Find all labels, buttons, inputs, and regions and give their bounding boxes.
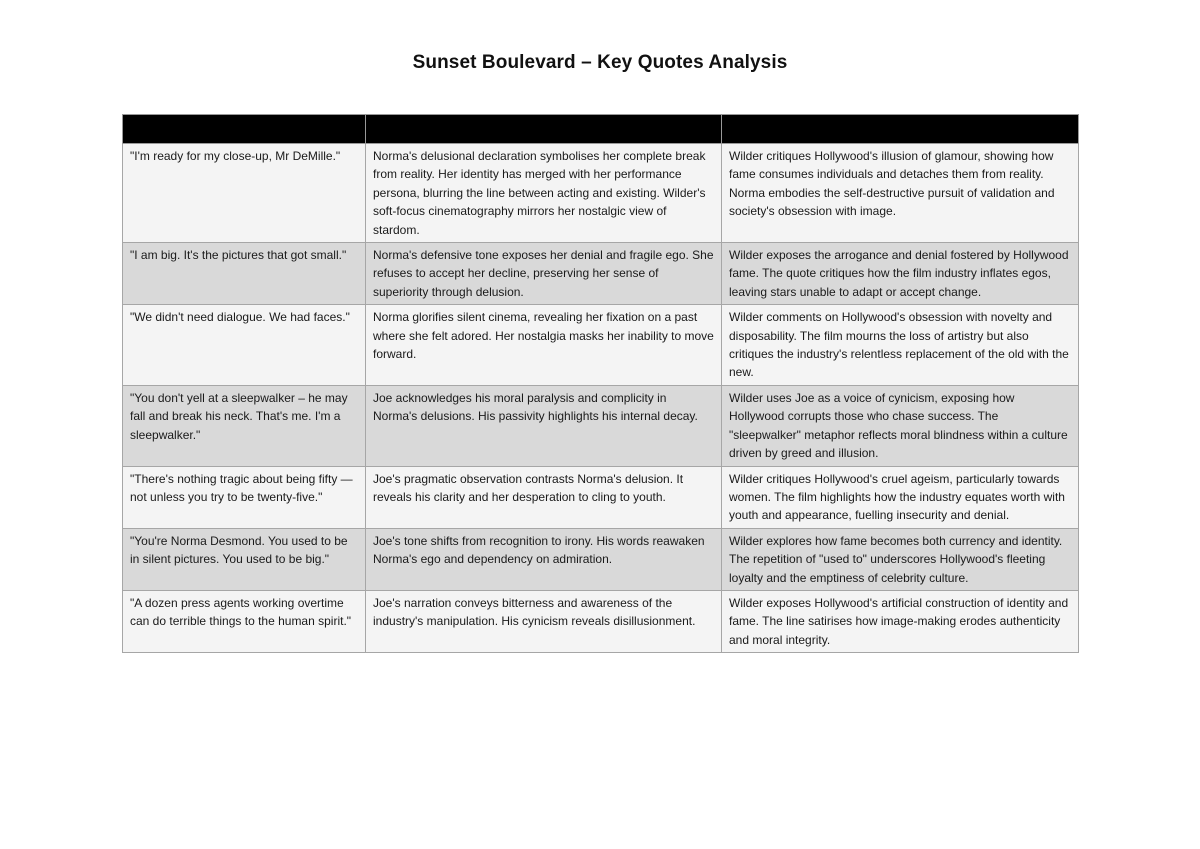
quote-cell: "You're Norma Desmond. You used to be in silent pictures. You used to be big.": [123, 528, 366, 590]
analysis-cell: Joe's narration conveys bitterness and awareness of the industry's manipulation. His cynicism reveals disillusionment.: [366, 590, 722, 652]
analysis-cell: Joe's pragmatic observation contrasts Norma's delusion. It reveals his clarity and her desperation to cling to youth.: [366, 466, 722, 528]
table-row: [123, 385, 1079, 466]
quote-cell: "I am big. It's the pictures that got small.": [123, 243, 366, 305]
quote-cell: "There's nothing tragic about being fifty — not unless you try to be twenty-five.": [123, 466, 366, 528]
page-title: Sunset Boulevard – Key Quotes Analysis: [412, 52, 788, 73]
analysis-cell: Norma glorifies silent cinema, revealing her fixation on a past where she felt adored. Her nostalgia masks her inability to move forward.: [366, 305, 722, 386]
context-cell: Wilder critiques Hollywood's cruel ageism, particularly towards women. The film highlights how the industry equates worth with youth and appearance, fuelling insecurity and denial.: [722, 466, 1079, 528]
analysis-cell: Joe's tone shifts from recognition to irony. His words reawaken Norma's ego and dependency on admiration.: [366, 528, 722, 590]
context-cell: Wilder explores how fame becomes both currency and identity. The repetition of "used to" underscores Hollywood's fleeting loyalty and the emptiness of celebrity culture.: [722, 528, 1079, 590]
header-cell-quote: [123, 115, 366, 144]
context-cell: Wilder exposes the arrogance and denial fostered by Hollywood fame. The quote critiques how the film industry inflates egos, leaving stars unable to adapt or accept change.: [722, 243, 1079, 305]
quotes-table: [122, 114, 1079, 653]
quote-cell: "A dozen press agents working overtime can do terrible things to the human spirit.": [123, 590, 366, 652]
table-header-row: [123, 115, 1079, 144]
table-row: [123, 466, 1079, 528]
header-cell-context: [722, 115, 1079, 144]
analysis-cell: Joe acknowledges his moral paralysis and complicity in Norma's delusions. His passivity highlights his internal decay.: [366, 385, 722, 466]
quote-cell: "You don't yell at a sleepwalker – he may fall and break his neck. That's me. I'm a sleepwalker.": [123, 385, 366, 466]
quote-cell: "We didn't need dialogue. We had faces.": [123, 305, 366, 386]
analysis-cell: Norma's delusional declaration symbolises her complete break from reality. Her identity has merged with her performance persona, blurring the line between acting and existing. Wilder's soft-focus cinematography mirrors her nostalgic view of stardom.: [366, 144, 722, 243]
table-row: [123, 590, 1079, 652]
table-row: [123, 528, 1079, 590]
quote-cell: "I'm ready for my close-up, Mr DeMille.": [123, 144, 366, 243]
header-cell-analysis: [366, 115, 722, 144]
context-cell: Wilder critiques Hollywood's illusion of glamour, showing how fame consumes individuals and detaches them from reality. Norma embodies the self-destructive pursuit of validation and society's obsession with image.: [722, 144, 1079, 243]
table-row: [123, 305, 1079, 386]
context-cell: Wilder exposes Hollywood's artificial construction of identity and fame. The line satirises how image-making erodes authenticity and moral integrity.: [722, 590, 1079, 652]
table-row: [123, 144, 1079, 243]
context-cell: Wilder comments on Hollywood's obsession with novelty and disposability. The film mourns the loss of artistry but also critiques the industry's relentless replacement of the old with the new.: [722, 305, 1079, 386]
context-cell: Wilder uses Joe as a voice of cynicism, exposing how Hollywood corrupts those who chase success. The "sleepwalker" metaphor reflects moral blindness within a culture driven by greed and illusion.: [722, 385, 1079, 466]
table-row: [123, 243, 1079, 305]
analysis-cell: Norma's defensive tone exposes her denial and fragile ego. She refuses to accept her decline, preserving her sense of superiority through delusion.: [366, 243, 722, 305]
